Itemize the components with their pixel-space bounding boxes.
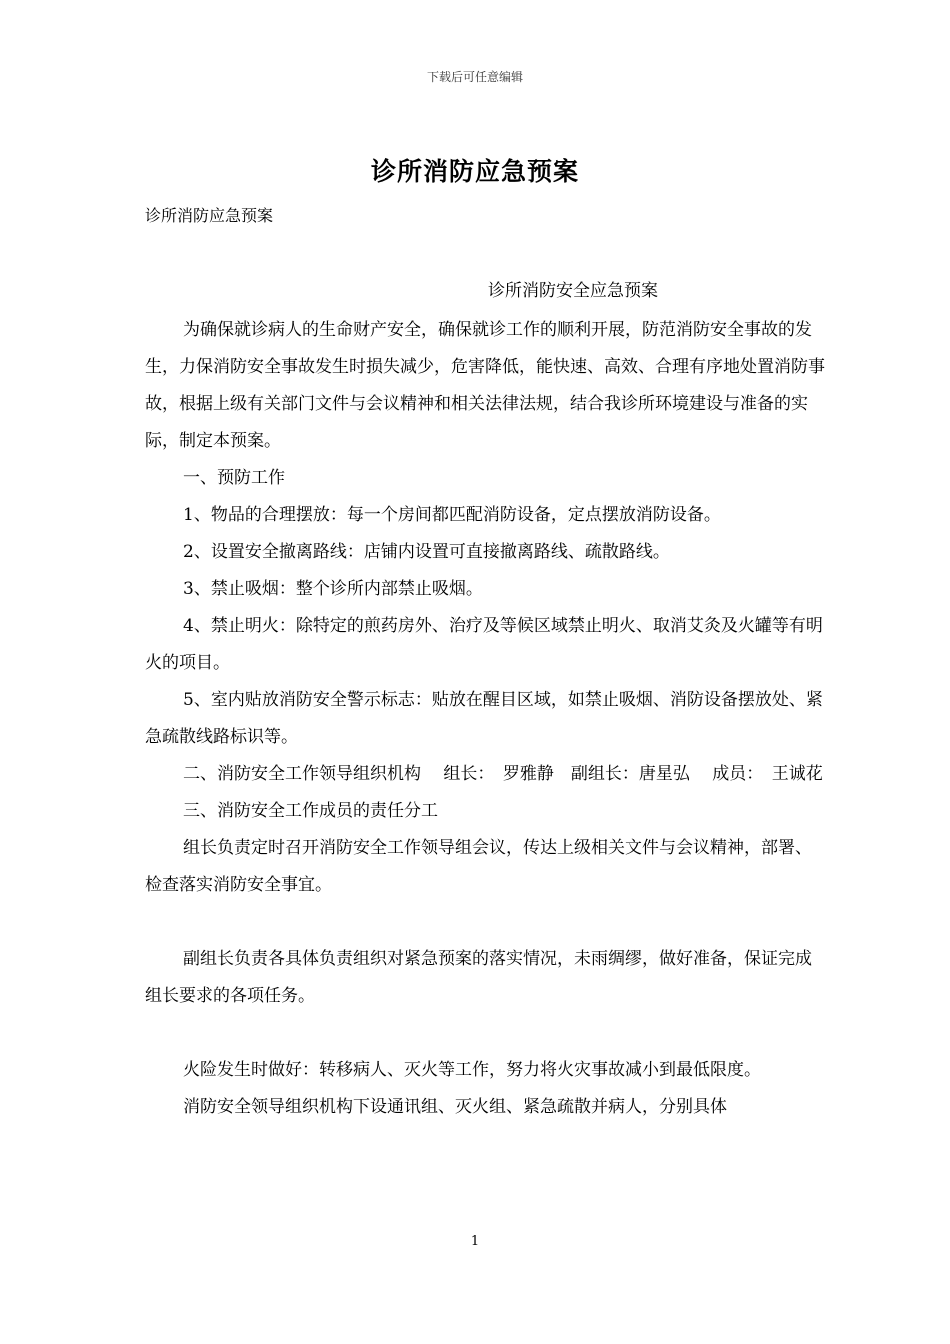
heading-prevention: 一、预防工作 <box>183 468 285 488</box>
paragraph-leader: 组长负责定时召开消防安全工作领导组会议，传达上级相关文件与会议精神，部署、检查落实消防安全事宜。 <box>145 838 812 895</box>
section-heading: 诊所消防安全应急预案 <box>488 281 658 301</box>
header-note: 下载后可任意编辑 <box>426 70 523 84</box>
list-item: 3、禁止吸烟：整个诊所内部禁止吸烟。 <box>183 579 483 599</box>
paragraph-intro: 为确保就诊病人的生命财产安全，确保就诊工作的顺利开展，防范消防安全事故的发生，力保消防安全事故发生时损失减少，危害降低，能快速、高效、合理有序地处置消防事故，根据上级有关部门文件与会议精神和相关法律法规，结合我诊所环境建设与准备的实际，制定本预案。 <box>145 320 825 451</box>
heading-organization: 二、消防安全工作领导组织机构 组长： 罗雅静 副组长：唐星弘 成员： 王诚花 <box>183 764 823 784</box>
blank-line <box>145 1015 825 1052</box>
heading-responsibilities: 三、消防安全工作成员的责任分工 <box>183 801 438 821</box>
document-subtitle: 诊所消防应急预案 <box>145 206 274 225</box>
list-item: 1、物品的合理摆放：每一个房间都匹配消防设备，定点摆放消防设备。 <box>183 505 721 525</box>
paragraph-deputy: 副组长负责各具体负责组织对紧急预案的落实情况，未雨绸缪，做好准备，保证完成组长要求的各项任务。 <box>145 949 812 1006</box>
list-item: 5、室内贴放消防安全警示标志：贴放在醒目区域，如禁止吸烟、消防设备摆放处、紧急疏散线路标识等。 <box>145 690 823 747</box>
paragraph-groups: 消防安全领导组织机构下设通讯组、灭火组、紧急疏散并病人，分别具体 <box>183 1097 727 1117</box>
page-number: 1 <box>470 1234 480 1249</box>
paragraph-fire: 火险发生时做好：转移病人、灭火等工作，努力将火灾事故减小到最低限度。 <box>183 1060 761 1080</box>
document-body <box>145 312 825 1126</box>
blank-line <box>145 904 825 941</box>
document-title: 诊所消防应急预案 <box>370 157 579 186</box>
list-item: 2、设置安全撤离路线：店铺内设置可直接撤离路线、疏散路线。 <box>183 542 670 562</box>
list-item: 4、禁止明火：除特定的煎药房外、治疗及等候区域禁止明火、取消艾灸及火罐等有明火的项目。 <box>145 616 823 673</box>
